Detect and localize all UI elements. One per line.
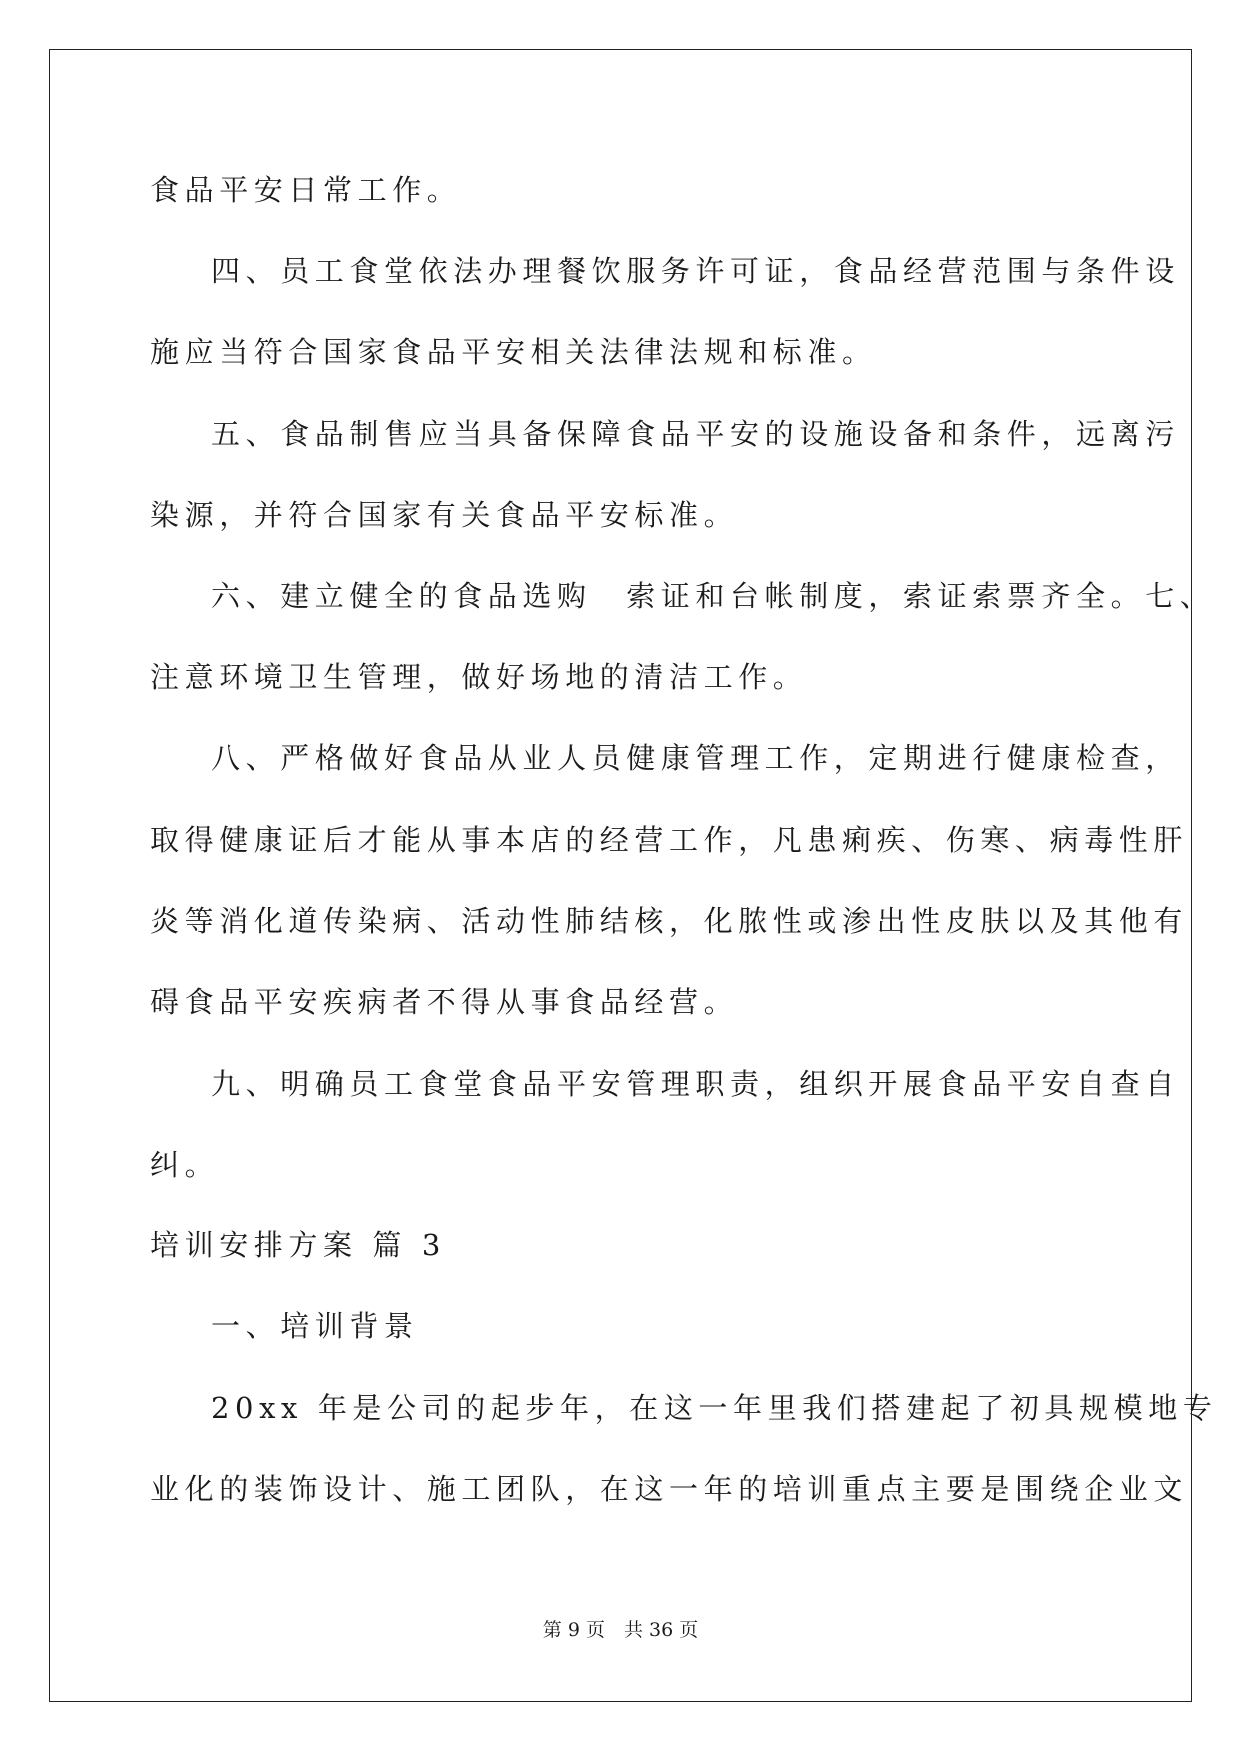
subsection-heading: 一、培训背景 bbox=[211, 1309, 419, 1343]
paragraph-line: 染源，并符合国家有关食品平安标准。 bbox=[150, 498, 739, 532]
paragraph-line: 九、明确员工食堂食品平安管理职责，组织开展食品平安自查自 bbox=[211, 1067, 1180, 1101]
page-number-footer: 第 9 页 共 36 页 bbox=[542, 1619, 699, 1641]
paragraph-line: 取得健康证后才能从事本店的经营工作，凡患痢疾、伤寒、病毒性肝 bbox=[150, 823, 1189, 857]
paragraph-line: 碍食品平安疾病者不得从事食品经营。 bbox=[150, 985, 739, 1019]
paragraph-line: 八、严格做好食品从业人员健康管理工作，定期进行健康检查， bbox=[211, 741, 1180, 775]
paragraph-line: 20xx 年是公司的起步年，在这一年里我们搭建起了初具规模地专 bbox=[211, 1391, 1218, 1425]
paragraph-line: 四、员工食堂依法办理餐饮服务许可证，食品经营范围与条件设 bbox=[211, 254, 1180, 288]
paragraph-line: 施应当符合国家食品平安相关法律法规和标准。 bbox=[150, 335, 877, 369]
paragraph-line: 食品平安日常工作。 bbox=[150, 173, 462, 207]
paragraph-line: 纠。 bbox=[150, 1148, 220, 1182]
paragraph-line: 五、食品制售应当具备保障食品平安的设施设备和条件，远离污 bbox=[211, 417, 1180, 451]
paragraph-line: 注意环境卫生管理，做好场地的清洁工作。 bbox=[150, 660, 808, 694]
paragraph-line: 业化的装饰设计、施工团队，在这一年的培训重点主要是围绕企业文 bbox=[150, 1472, 1189, 1506]
paragraph-line: 六、建立健全的食品选购 索证和台帐制度，索证索票齐全。七、 bbox=[211, 579, 1215, 613]
paragraph-line: 炎等消化道传染病、活动性肺结核，化脓性或渗出性皮肤以及其他有 bbox=[150, 904, 1189, 938]
section-heading: 培训安排方案 篇 3 bbox=[150, 1228, 446, 1262]
page-border bbox=[49, 49, 1218, 1702]
